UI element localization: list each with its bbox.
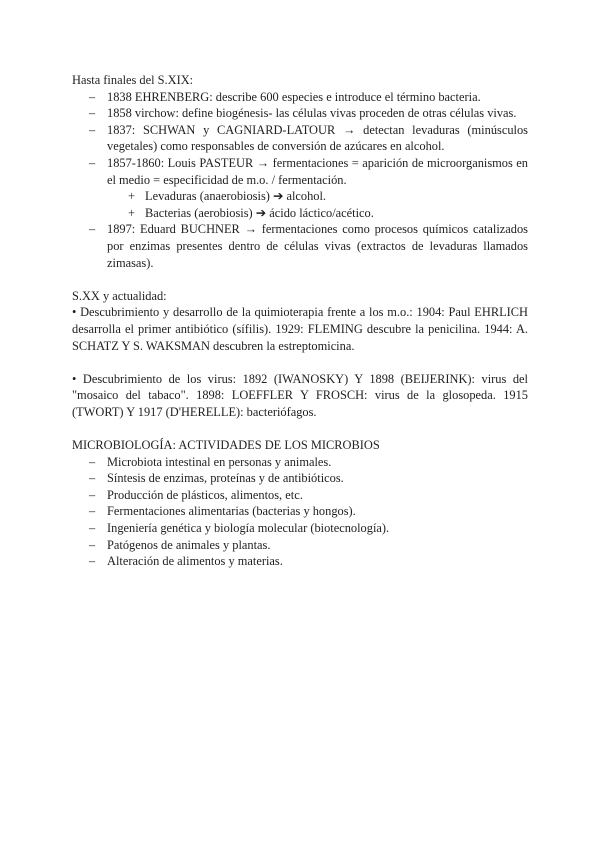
list-item: – Alteración de alimentos y materias. [72, 553, 528, 570]
list-item-pasteur [72, 155, 528, 221]
list-item: – Síntesis de enzimas, proteínas y de antibióticos. [72, 470, 528, 487]
sublist-item: + Levaduras (anaerobiosis) ➔ alcohol. [107, 188, 528, 205]
section-heading-microbiologia: MICROBIOLOGÍA: ACTIVIDADES DE LOS MICROBIOS [72, 438, 380, 453]
activities-list [72, 454, 528, 570]
paragraph-quimioterapia: • Descubrimiento y desarrollo de la quimioterapia frente a los m.o.: 1904: Paul EHRLICH desarrolla el primer antibiótico (sífilis). 1929: FLEMING descubre la penicilina. 1944: A. SCHATZ Y S. WAKSMAN descubren la estreptomicina. [72, 305, 528, 353]
list-item: – 1838 EHRENBERG: describe 600 especies e introduce el término bacteria. [72, 89, 528, 106]
list-item: – Patógenos de animales y plantas. [72, 537, 528, 554]
pasteur-sublist [107, 188, 528, 221]
list-item: – Fermentaciones alimentarias (bacterias y hongos). [72, 503, 528, 520]
list-item: – 1858 virchow: define biogénesis- las células vivas proceden de otras células vivas. [72, 105, 528, 122]
list-item: – Producción de plásticos, alimentos, etc. [72, 487, 528, 504]
history-list [72, 89, 528, 272]
list-item: – Ingeniería genética y biología molecular (biotecnología). [72, 520, 528, 537]
spacer [72, 271, 528, 288]
section-heading-xix: Hasta finales del S.XIX: [72, 73, 194, 87]
list-item: – Microbiota intestinal en personas y animales. [72, 454, 528, 471]
sublist-item: + Bacterias (aerobiosis) ➔ ácido láctico/acético. [107, 205, 528, 222]
list-item-text: 1857-1860: Louis PASTEUR → fermentaciones = aparición de microorganismos en el medio = especificidad de m.o. / fermentación. [107, 155, 528, 187]
spacer [72, 354, 528, 371]
list-item: – 1897: Eduard BUCHNER → fermentaciones como procesos químicos catalizados por enzimas presentes dentro de células vivas (extractos de levaduras llamados zimasas). [72, 221, 528, 271]
section-heading-xx: S.XX y actualidad: [72, 288, 167, 303]
document-body [72, 72, 528, 570]
paragraph-virus: • Descubrimiento de los virus: 1892 (IWANOSKY) Y 1898 (BEIJERINK): virus del "mosaico del tabaco". 1898: LOEFFLER Y FROSCH: virus de la glosopeda. 1915 (TWORT) Y 1917 (D'HERELLE): bacteriófagos. [72, 371, 528, 419]
spacer [72, 420, 528, 437]
list-item: – 1837: SCHWAN y CAGNIARD-LATOUR → detectan levaduras (minúsculos vegetales) como responsables de conversión de azúcares en alcohol. [72, 122, 528, 155]
